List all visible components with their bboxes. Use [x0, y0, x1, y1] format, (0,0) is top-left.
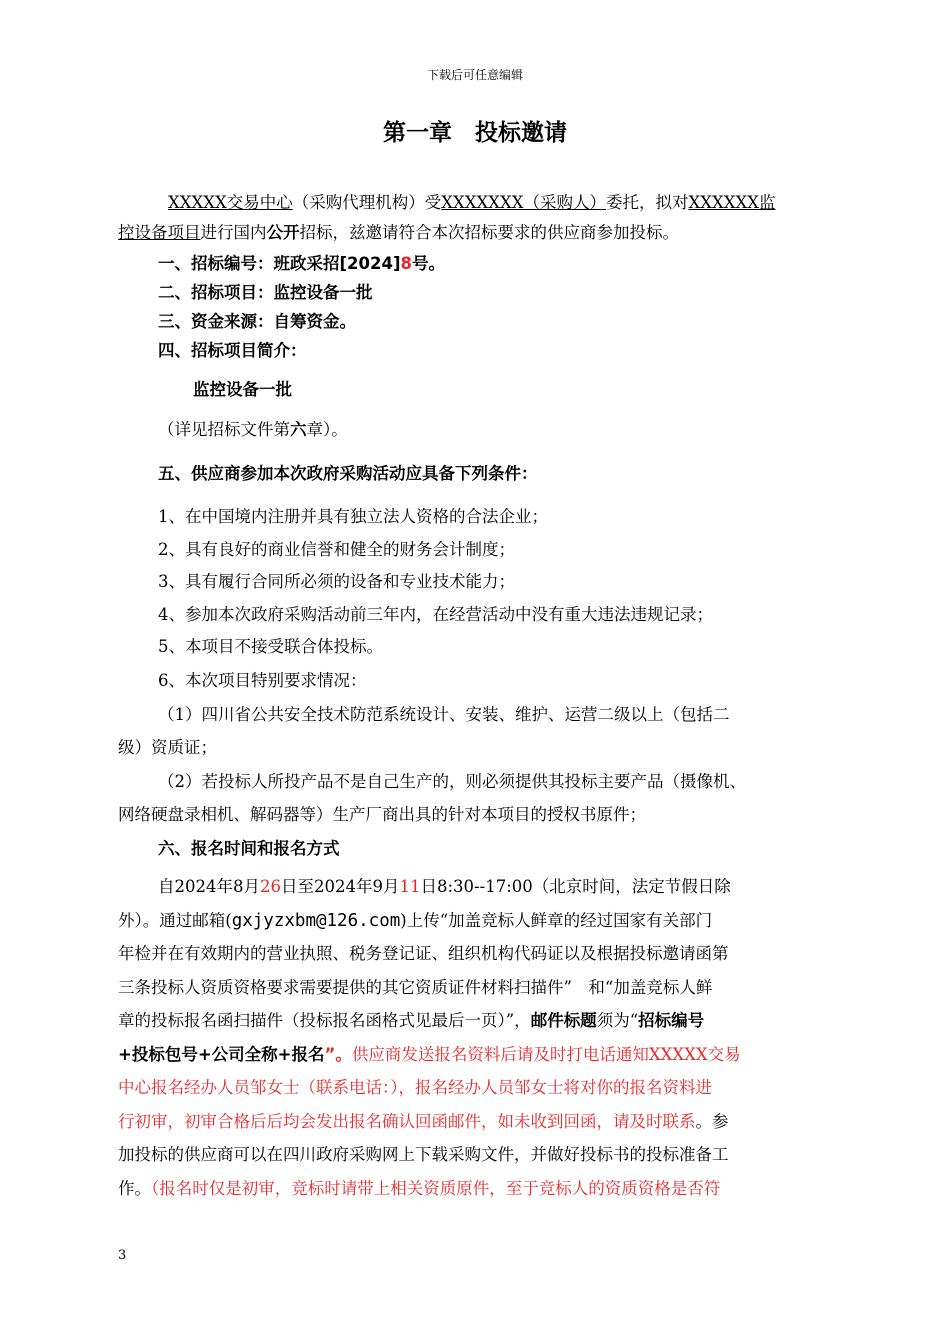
section-2: 二、招标项目：监控设备一批: [158, 283, 373, 302]
reg-line-7: 中心报名经办人员邹女士（联系电话：），报名经办人员邹女士将对你的报名资料进: [118, 1078, 712, 1097]
section-1: 一、招标编号：班政采招[2024]8号。: [158, 254, 445, 273]
reg-line-4: 三条投标人资质资格要求需要提供的其它资质证件材料扫描件” 和“加盖竞标人鲜: [118, 978, 713, 997]
reg-line-6: +投标包号+公司全称+报名”。供应商发送报名资料后请及时打电话通知XXXXX交易: [118, 1045, 741, 1064]
section-4-note: （详见招标文件第六章）。: [158, 420, 348, 439]
condition-2: 2、具有良好的商业信誉和健全的财务会计制度；: [158, 540, 515, 559]
condition-6: 6、本次项目特别要求情况：: [158, 671, 367, 690]
reg-line-10: 作。（报名时仅是初审，竞标时请带上相关资质原件，至于竞标人的资质资格是否符: [118, 1179, 721, 1198]
requirement-2-line-2: 网络硬盘录相机、解码器等）生产厂商出具的针对本项目的授权书原件；: [118, 805, 646, 824]
header-note: 下载后可任意编辑: [426, 68, 523, 82]
requirement-2-line-1: （2）若投标人所投产品不是自己生产的，则必须提供其投标主要产品（摄像机、: [158, 772, 746, 791]
reg-line-1: 自2024年8月26日至2024年9月11日8:30--17:00（北京时间，法定节假日除: [158, 877, 731, 896]
section-5: 五、供应商参加本次政府采购活动应具备下列条件：: [158, 464, 538, 483]
intro-line-1: XXXXX交易中心（采购代理机构）受XXXXXXX（采购人）委托，拟对XXXXXX监: [168, 193, 776, 212]
requirement-1-line-1: （1）四川省公共安全技术防范系统设计、安装、维护、运营二级以上（包括二: [158, 705, 730, 724]
requirement-1-line-2: 级）资质证；: [118, 738, 217, 757]
section-3: 三、资金来源：自筹资金。: [158, 312, 356, 331]
condition-3: 3、具有履行合同所必须的设备和专业技术能力；: [158, 572, 515, 591]
intro-line-2: 控设备项目进行国内公开招标，兹邀请符合本次招标要求的供应商参加投标。: [118, 223, 679, 242]
condition-4: 4、参加本次政府采购活动前三年内，在经营活动中没有重大违法违规记录；: [158, 605, 713, 624]
reg-line-9: 加投标的供应商可以在四川政府采购网上下载采购文件，并做好投标书的投标准备工: [118, 1145, 729, 1164]
condition-5: 5、本项目不接受联合体投标。: [158, 637, 383, 656]
section-4-content: 监控设备一批: [193, 380, 292, 399]
reg-line-5: 章的投标报名函扫描件（投标报名函格式见最后一页）”，邮件标题须为“招标编号: [118, 1011, 705, 1030]
condition-1: 1、在中国境内注册并具有独立法人资格的合法企业；: [158, 507, 548, 526]
email-address: gxjyzxbm@126.com: [231, 911, 401, 931]
section-6: 六、报名时间和报名方式: [158, 839, 340, 858]
reg-line-8: 行初审，初审合格后后均会发出报名确认回函邮件，如未收到回函，请及时联系。参: [118, 1112, 729, 1131]
section-4: 四、招标项目简介：: [158, 341, 307, 360]
chapter-title: 第一章 投标邀请: [383, 120, 567, 146]
page-number: 3: [118, 1248, 127, 1263]
reg-line-2: 外）。通过邮箱(gxjyzxbm@126.com)上传“加盖竞标人鲜章的经过国家有关部门: [118, 911, 713, 931]
reg-line-3: 年检并在有效期内的营业执照、税务登记证、组织机构代码证以及根据投标邀请函第: [118, 944, 729, 963]
